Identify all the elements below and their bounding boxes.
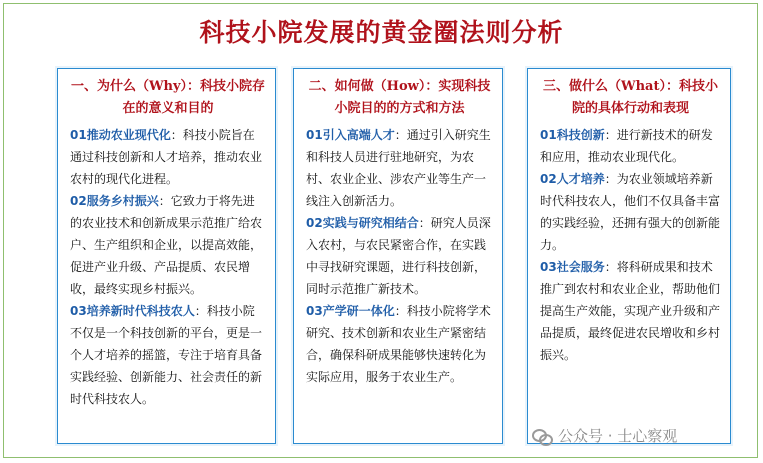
what-heading: 三、做什么（What）：科技小院的具体行动和表现 (543, 79, 718, 116)
how-item-1-label: 01引入高端人才 (306, 128, 395, 142)
why-item-1 (70, 124, 266, 190)
how-item-1-text: ：通过引入研究生和科技人员进行驻地研究，为农村、农业企业、涉农产业等生产一线注入创新活力。 (306, 128, 491, 208)
why-item-2-label: 02服务乡村振兴 (70, 194, 159, 208)
page-title: 科技小院发展的黄金圈法则分析 (199, 18, 564, 47)
how-item-3-text: ：科技小院将学术研究、技术创新和农业生产紧密结合，确保科研成果能够快速转化为实际应用，服务于农业生产。 (306, 304, 491, 384)
why-column (57, 68, 276, 444)
why-item-2 (70, 190, 266, 300)
how-item-2-text: ：研究人员深入农村，与农民紧密合作，在实践中寻找研究课题，进行科技创新，同时示范推广新技术。 (306, 216, 491, 296)
watermark-text: 公众号 · 士心察观 (558, 427, 678, 445)
what-item-3 (540, 256, 721, 366)
what-item-1-text: ：进行新技术的研发和应用，推动农业现代化。 (540, 128, 713, 164)
what-item-1 (540, 124, 721, 168)
watermark (532, 425, 677, 446)
how-column (293, 68, 503, 444)
how-item-2 (306, 212, 493, 300)
how-item-1 (306, 124, 493, 212)
how-item-3-label: 03产学研一体化 (306, 304, 395, 318)
why-heading: 一、为什么（Why）：科技小院存在的意义和目的 (70, 79, 266, 116)
what-column (527, 68, 731, 444)
why-item-1-text: ：科技小院旨在通过科技创新和人才培养，推动农业农村的现代化进程。 (70, 128, 263, 186)
why-item-3 (70, 300, 266, 410)
why-item-3-text: ：科技小院不仅是一个科技创新的平台，更是一个人才培养的摇篮，专注于培育具备实践经验、创新能力、社会责任的新时代科技农人。 (70, 304, 263, 406)
why-item-3-label: 03培养新时代科技农人 (70, 304, 195, 318)
wechat-icon (532, 427, 552, 445)
what-item-2-label: 02人才培养 (540, 172, 605, 186)
what-item-3-text: ：将科研成果和技术推广到农村和农业企业，帮助他们提高生产效能，实现产业升级和产品提质，最终促进农民增收和乡村振兴。 (540, 260, 721, 362)
what-item-3-label: 03社会服务 (540, 260, 605, 274)
why-item-2-text: ：它致力于将先进的农业技术和创新成果示范推广给农户、生产组织和企业，以提高效能，促进产业升级、产品提质、农民增收，最终实现乡村振兴。 (70, 194, 263, 296)
what-item-1-label: 01科技创新 (540, 128, 605, 142)
how-item-3 (306, 300, 493, 388)
how-heading: 二、如何做（How）：实现科技小院目的的方式和方法 (308, 79, 491, 116)
why-item-1-label: 01推动农业现代化 (70, 128, 171, 142)
what-item-2-text: ：为农业领域培养新时代科技农人，他们不仅具备丰富的实践经验，还拥有强大的创新能力。 (540, 172, 721, 252)
what-item-2 (540, 168, 721, 256)
how-item-2-label: 02实践与研究相结合 (306, 216, 419, 230)
